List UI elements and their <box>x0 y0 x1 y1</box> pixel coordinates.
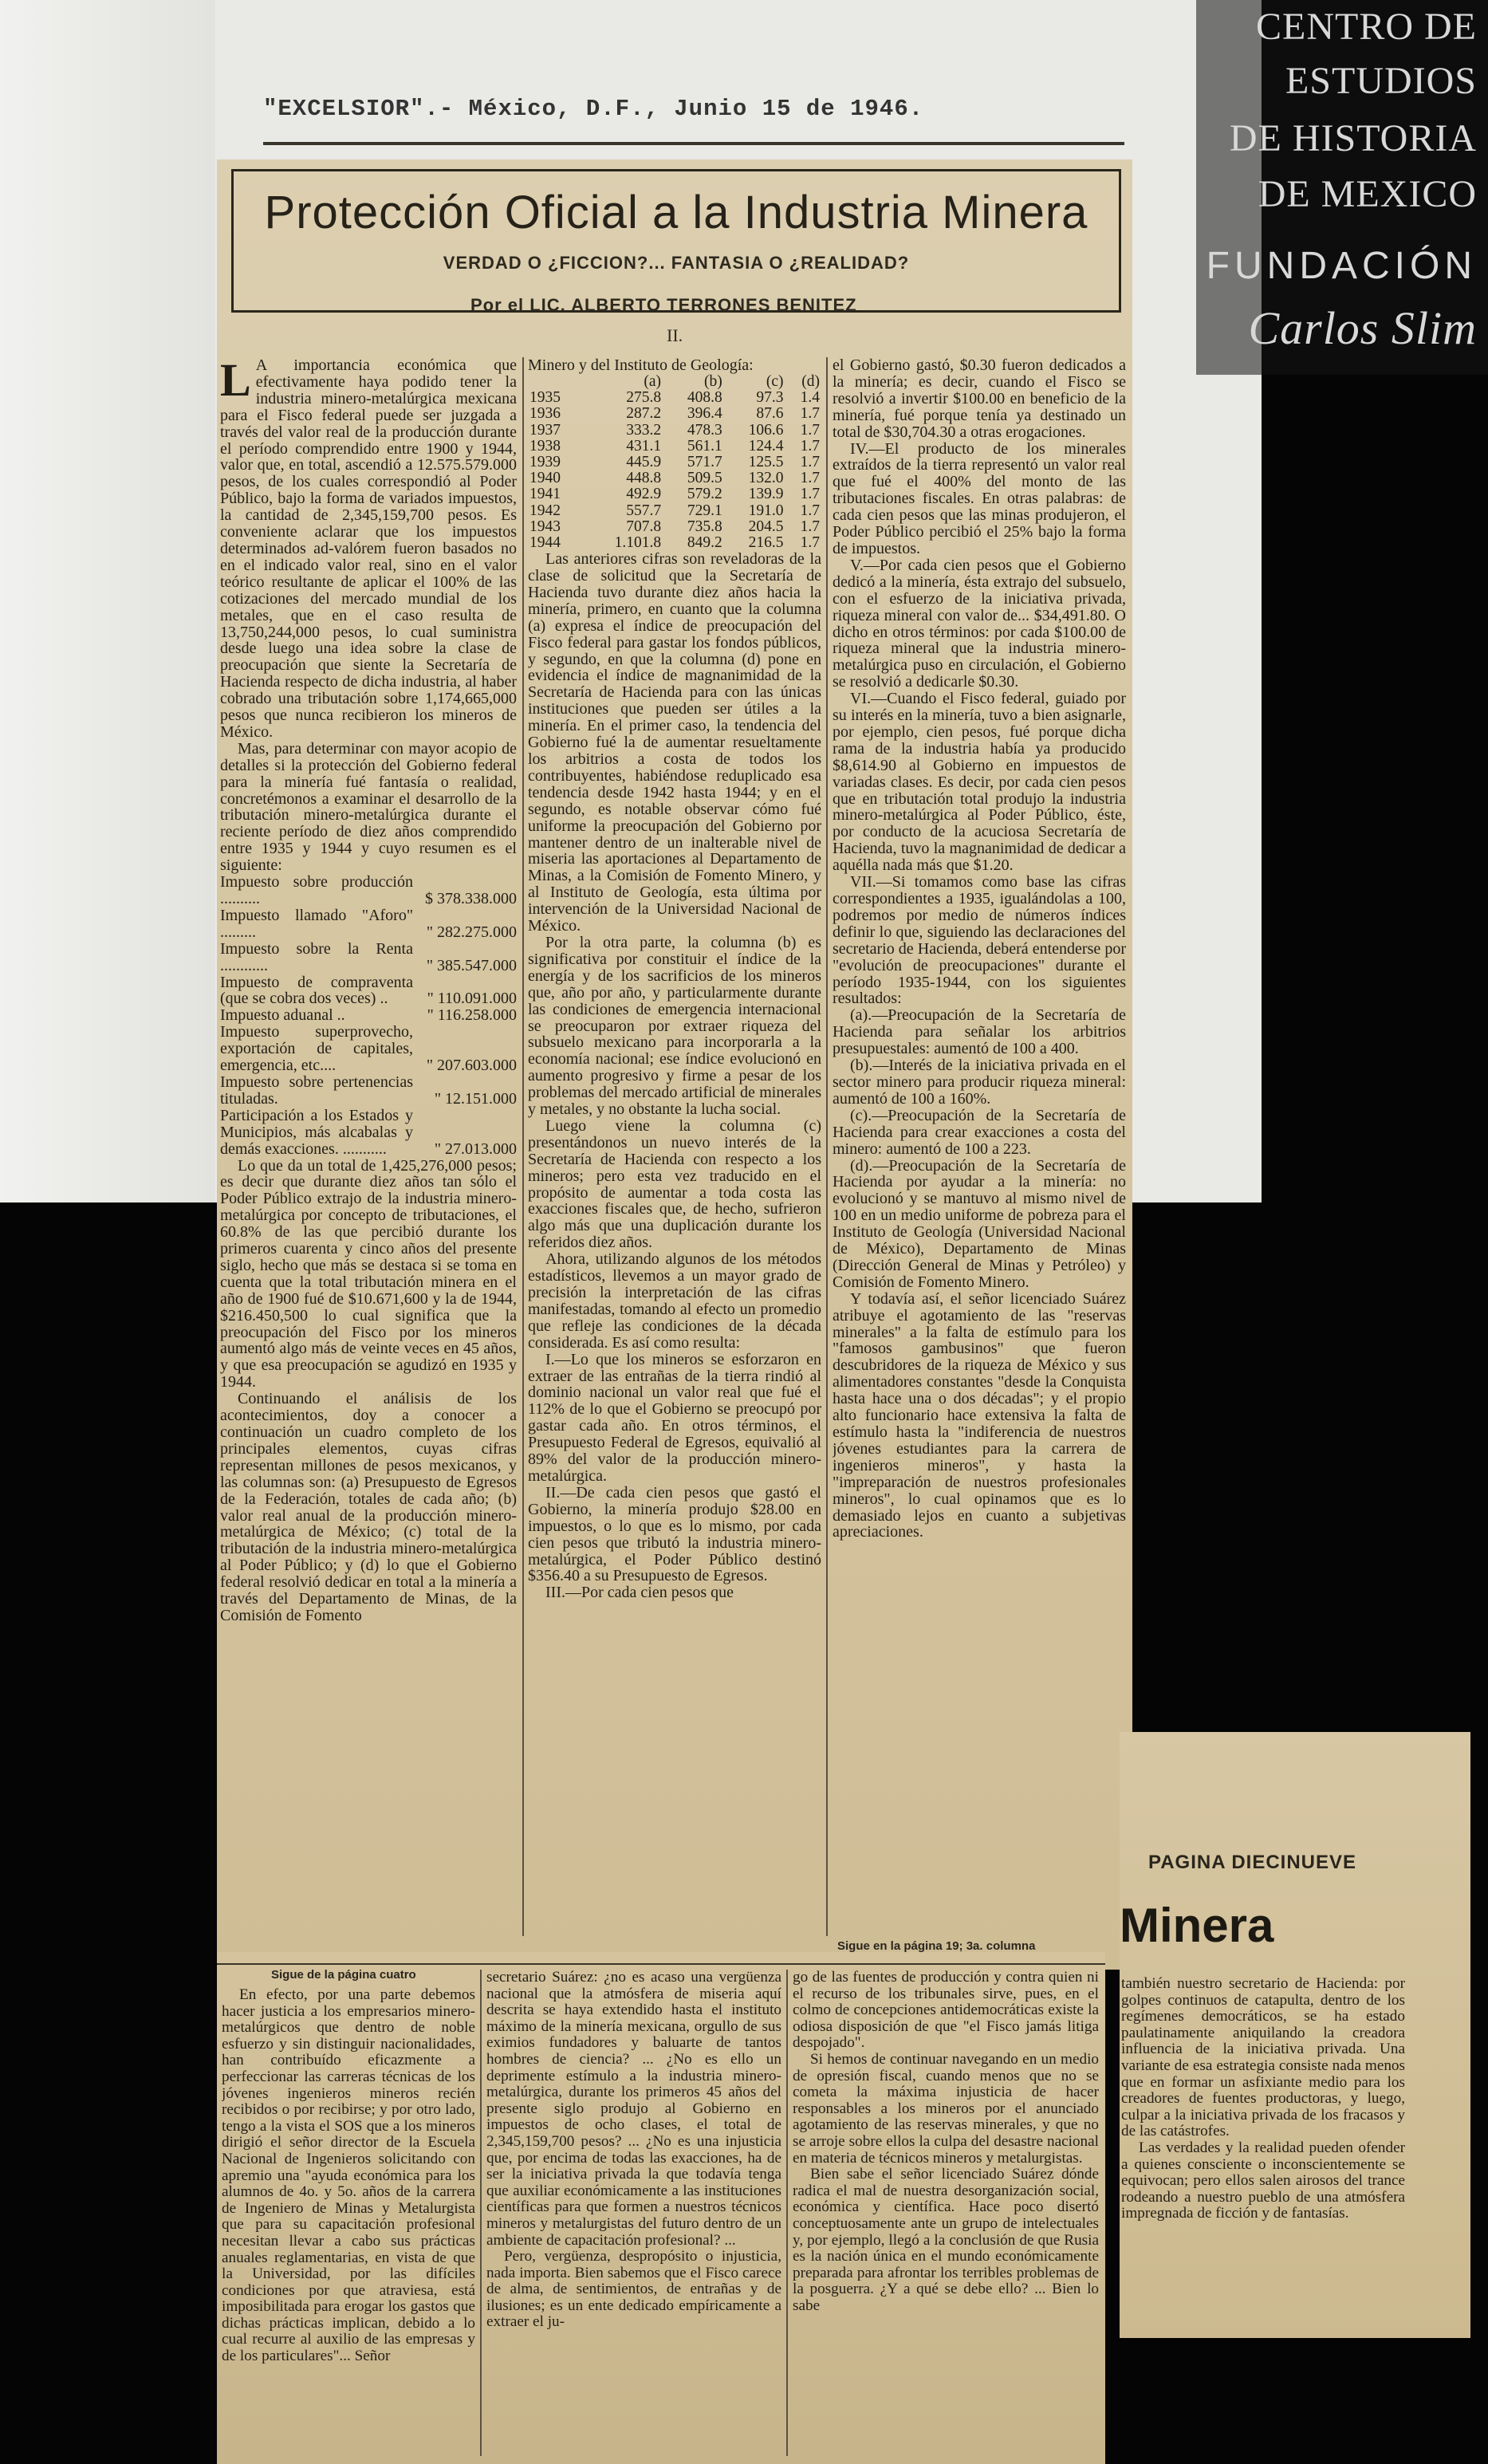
table-row: 1935 275.8 408.8 97.3 1.4 <box>529 389 820 407</box>
table-row: 1939 445.9 571.7 125.5 1.7 <box>529 453 820 470</box>
paragraph: II.—De cada cien pesos que gastó el Gobierno, la minería produjo $28.00 en impuestos, o lo que es lo mismo, por cada cien pesos que tributó la industria minero-metalúrgica, el Poder Público destinó $356.40 a su Presupuesto de Egresos. <box>528 1483 821 1585</box>
paragraph: V.—Por cada cien pesos que el Gobierno dedicó a la minería, ésta extrajo del subsuelo, con el esfuerzo de la iniciativa privada, riqueza mineral con valor de... $34,491.80. O dicho en otros términos: por cada $100.00 de riqueza mineral que la industria minero-metalúrgica puso en circulación, el Gobierno se resolvió a dedicarle $0.30. <box>833 556 1126 691</box>
headline: Protección Oficial a la Industria Minera <box>264 187 1088 238</box>
paragraph: (c).—Preocupación de la Secretaría de Hacienda para crear exacciones a costa del minero: aumentó de 100 a 223. <box>833 1106 1126 1158</box>
paragraph: Y todavía así, el señor licenciado Suárez atribuye el agotamiento de las "reservas minerales" a la falta de estímulo para los "famosos gambusinos" que fueron descubridores de la riqueza de México y sus alimentadores constantes "desde la Conquista hasta hace una o dos décadas"; y el propio alto funcionario hace extensiva la falta de estímulo hasta la "indiferencia de nuestros jóvenes estudiantes para la carrera de ingenieros mineros", y hasta la "impreparación de nuestros profesionales mineros", lo cual opinamos que es lo demasiado lejos en cuanto a subjetivas apreciaciones. <box>833 1289 1126 1541</box>
paragraph: también nuestro secretario de Hacienda: por golpes continuos de catapulta, dentro de los regímenes democráticos, se ha estado paulatinamente aniquilando la creadora influencia de la iniciativa privada. Una variante de esa estrategia consiste nada menos que en formar un asfixiante medio para los creadores de fuentes productoras, y luego, culpar a la iniciativa privada de los fracasos y de las catástrofes. <box>1121 1976 1405 2140</box>
paragraph: secretario Suárez: ¿no es acaso una vergüenza nacional que la atmósfera de miseria aquí descrita se haya extendido hasta el instituto máximo de la minería mexicana, orgullo de sus eximios fundadores y baluarte de tantos hombres de ciencia? ... ¿No es ello un deprimente estímulo a la industria minero-metalúrgica, durante los primeros 45 años del presente siglo produjo al Gobierno en impuestos de ocho clases, el total de 2,345,159,700 pesos? ... ¿No es una injusticia que, por encima de todas las exacciones, ha de ser la iniciativa privada la que todavía tenga que auxiliar económicamente a las instituciones científicas para que formen a nuestros técnicos mineros y metalurgistas del futuro dentro de un ambiente de capacitación profesional? ... <box>486 1970 781 2249</box>
watermark-line: DE HISTORIA <box>1229 117 1477 159</box>
continuation-column-right <box>1121 1976 1405 2327</box>
continuation-column-2 <box>486 1970 781 2462</box>
paragraph: VII.—Si tomamos como base las cifras correspondientes a 1935, igualándolas a 100, podremos por medio de números índices definir lo que, siguiendo las declaraciones del secretario de Hacienda, deberá entenderse por "evolución de preocupaciones" durante el período 1935-1944, con los siguientes resultados: <box>833 873 1126 1008</box>
continuation-headline: Minera <box>1120 1899 1274 1952</box>
table-header-row: (a) (b) (c) (d) <box>644 372 820 390</box>
column-rule <box>826 357 828 1936</box>
tax-summary-table <box>220 874 517 1157</box>
headline-box <box>231 169 1121 313</box>
article-column-1 <box>220 357 517 1944</box>
table-row: Participación a los Estados y Municipios, más alcabalas y demás exacciones. ........... " 27.013.000 <box>220 1106 517 1158</box>
paragraph: Mas, para determinar con mayor acopio de detalles si la protección del Gobierno federal para la minería fué fantasía o realidad, concretémonos a examinar el desarrollo de la tributación minero-metalúrgica durante el reciente período de diez años comprendido entre 1935 y 1944 y cuyo resumen es el siguiente: <box>220 739 517 875</box>
paragraph: I.—Lo que los mineros se esforzaron en extraer de las entrañas de la tierra rindió al dominio nacional un valor real que fué el 112% de lo que el Gobierno se preocupó por gastar cada año. En otros términos, el Presupuesto Federal de Egresos, equivalió al 89% del valor de la producción minero-metalúrgica. <box>528 1350 821 1485</box>
dateline-rule <box>263 142 1124 145</box>
table-row: Impuesto superprovecho, exportación de capitales, emergencia, etc.... " 207.603.000 <box>220 1023 517 1075</box>
table-row: 1938 431.1 561.1 124.4 1.7 <box>529 437 820 455</box>
watermark-line: ESTUDIOS <box>1285 60 1477 102</box>
paragraph: En efecto, por una parte debemos hacer justicia a los empresarios minero-metalúrgicos que dentro de noble esfuerzo y sin distinguir nacionalidades, han contribuído eficazmente a perfeccionar las carreras técnicas de los jóvenes ingenieros mineros recién recibidos o por recibirse; y por otro lado, tengo a la vista el SOS que a los mineros dirigió el señor director de la Escuela Nacional de Ingenieros solicitando con apremio una "ayuda económica para los alumnos de 4o. y 5o. años de la carrera de Ingeniero de Minas y Metalurgista que para su capacitación profesional necesitan llevar a cabo sus prácticas anuales reglamentarias, en vista de que la Universidad, por las difíciles condiciones por que atraviesa, está imposibilitada para erogar los gastos que dichas prácticas implican, debido a lo cual recurre al auxilio de las empresas y de los particulares"... Señor <box>222 1987 475 2365</box>
paragraph: Pero, vergüenza, despropósito o injusticia, nada importa. Bien sabemos que el Fisco carece de alma, de sentimientos, de entrañas y de ilusiones; es un ente dedicado empíricamente a extraer el ju- <box>486 2248 781 2331</box>
article-column-2 <box>528 357 821 1944</box>
paragraph: Continuando el análisis de los acontecimientos, doy a conocer a continuación un cuadro completo de los principales elementos, cuyas cifras representan millones de pesos mexicanos, y las columnas son: (a) Presupuesto de Egresos de la Federación, totales de cada año; (b) valor real anual de la producción minero-metalúrgica de México; (c) total de la tributación de la industria minero-metalúrgica al Poder Público; y (d) lo que el Gobierno federal resolvió dedicar en total a la minería a través del Departamento de Minas, de la Comisión de Fomento <box>220 1390 517 1624</box>
table-row: Impuesto llamado "Aforo" ......... " 282.275.000 <box>220 906 517 941</box>
statistics-table <box>528 374 821 551</box>
table-row: 1942 557.7 729.1 191.0 1.7 <box>529 502 820 519</box>
drop-cap: L <box>220 357 251 406</box>
part-number: II. <box>667 325 683 345</box>
subheadline: VERDAD O ¿FICCION?... FANTASIA O ¿REALIDAD? <box>443 253 910 273</box>
continuation-column-1 <box>222 1987 475 2462</box>
table-row: 1944 1.101.8 849.2 216.5 1.7 <box>529 533 820 551</box>
paragraph: IV.—El producto de los minerales extraídos de la tierra representó un valor real que fué el 400% del monto de las tributaciones fiscales. En otras palabras: de cada cien pesos que las minas produjeron, el Poder Público percibió el 25% bajo la forma de impuestos. <box>833 439 1126 557</box>
dateline: "EXCELSIOR".- México, D.F., Junio 15 de 1946. <box>263 96 924 122</box>
table-row: Impuesto aduanal .. " 116.258.000 <box>220 1006 517 1025</box>
paragraph: VI.—Cuando el Fisco federal, guiado por su interés en la minería, tuvo a bien asignarle, por ejemplo, cien pesos, fué porque dicha rama de la industria había ya producido $8,614.90 al Gobierno en impuestos de variadas clases. Es decir, por cada cien pesos que en tributación total produjo la industria minero-metalúrgica al Poder Público, éste, por conducto de la acuciosa Secretaría de Hacienda, tuvo la magnanimidad de dedicar a aquélla nada más que $1.20. <box>833 690 1126 875</box>
paragraph: go de las fuentes de producción y contra quien ni el recurso de los tribunales sirve, pues, en el colmo de concepciones antidemocráticas existe la odiosa disposición de que "el Fisco jamás litiga despojado". <box>793 1970 1099 2052</box>
page-label: PAGINA DIECINUEVE <box>1148 1852 1357 1873</box>
column-rule <box>522 357 524 1936</box>
column-rule <box>786 1970 788 2456</box>
watermark-signature: Carlos Slim <box>1248 302 1477 354</box>
paragraph: Minero y del Instituto de Geología: <box>528 357 754 374</box>
table-row: Impuesto sobre producción .......... $ 378.338.000 <box>220 873 517 907</box>
watermark-line: DE MEXICO <box>1258 173 1477 215</box>
archive-watermark <box>1196 0 1488 375</box>
watermark-line: CENTRO DE <box>1256 6 1477 48</box>
table-row: 1940 448.8 509.5 132.0 1.7 <box>529 470 820 487</box>
table-row: 1936 287.2 396.4 87.6 1.7 <box>529 405 820 423</box>
paragraph: (b).—Interés de la iniciativa privada en el sector minero para producir riqueza mineral: aumentó de 100 a 160%. <box>833 1057 1126 1108</box>
column-rule <box>480 1970 482 2456</box>
paragraph: (a).—Preocupación de la Secretaría de Hacienda para señalar los arbitrios presupuestales: aumentó de 100 a 400. <box>833 1006 1126 1058</box>
table-row: Impuesto sobre la Renta ............ " 385.547.000 <box>220 939 517 974</box>
paragraph: Ahora, utilizando algunos de los métodos estadísticos, llevemos a un mayor grado de precisión la interpretación de las cifras manifestadas, tomando al efecto un promedio que refleje las condiciones de la década considerada. Es así como resulta: <box>528 1250 821 1352</box>
mount-sheet-margin <box>0 0 215 1202</box>
article-column-3 <box>833 357 1126 1944</box>
paragraph: Las verdades y la realidad pueden ofender a quienes consciente o inconscientemente se equivocan; pero ellos salen airosos del trance rodeando a nuestro pueblo de una atmósfera impregnada de ficción y de fantasías. <box>1121 2139 1405 2222</box>
continued-from-label: Sigue de la página cuatro <box>271 1968 416 1982</box>
table-row: Impuesto sobre pertenencias tituladas. " 12.151.000 <box>220 1073 517 1108</box>
paragraph: L A importancia económica que efectivamente haya podido tener la industria minero-metalúrgica mexicana para el Fisco federal puede ser juzgada a través del valor real de la producción durante el período comprendido entre 1900 y 1944, valor que, en total, ascendió a 12.575.579.000 pesos, de los cuales correspondió al Poder Público, bajo la forma de variados impuestos, la cantidad de 2,345,159,700 pesos. Es conveniente aclarar que los impuestos determinados ad-valórem fueron basados no en el indicado valor real, sino en el valor teórico resultante de aplicar el 100% de las cotizaciones del mercado mundial de los metales, que en el caso resulta de 13,750,244,000 pesos, lo cual suministra desde luego una idea sobre la clase de preocupación que siente la Secretaría de Hacienda respecto de dicha industria, al haber cobrado una tributación sobre 1,174,665,000 pesos que nunca recibieron los mineros de México. <box>220 357 517 741</box>
paragraph: Si hemos de continuar navegando en un medio de opresión fiscal, cuando menos que no se cometa la máxima injusticia de hacer responsables a los mineros por el anunciado agotamiento de las reservas minerales, y que no se arroje sobre ellos la culpa del desastre nacional en materia de técnicos mineros y metalurgistas. <box>793 2050 1099 2167</box>
table-row: 1943 707.8 735.8 204.5 1.7 <box>529 518 820 535</box>
paragraph: el Gobierno gastó, $0.30 fueron dedicados a la minería; es decir, cuando el Fisco se resolvió a invertir $100.00 en beneficio de la minería, fué porque tenía ya destinado un total de $30,704.30 a otras erogaciones. <box>833 357 1126 441</box>
continuation-column-3 <box>793 1970 1099 2462</box>
table-row: 1937 333.2 478.3 106.6 1.7 <box>529 421 820 439</box>
paragraph: Por la otra parte, la columna (b) es significativa por constituir el índice de la energía y de los sacrificios de los mineros que, año por año, y particularmente durante las condiciones de emergencia internacional se preocuparon por extraer riqueza del subsuelo mexicano para incorporarla a la economía nacional; ese índice evolucionó en aumento progresivo y firme a pesar de los problemas del mercado artificial de minerales y metales, y no obstante la lucha social. <box>528 933 821 1119</box>
table-row: Impuesto de compraventa (que se cobra dos veces) .. " 110.091.000 <box>220 973 517 1008</box>
paragraph: III.—Por cada cien pesos que <box>545 1584 734 1602</box>
paragraph: Lo que da un total de 1,425,276,000 pesos; es decir que durante diez años tan sólo el Poder Público extrajo de la industria minero-metalúrgica por concepto de tributaciones, el 60.8% de las que percibió durante los primeros cuarenta y cinco años del presente siglo, hecho que más se destaca si se toma en cuenta que la total tributación minera en el año de 1900 fué de $10.671,600 y la de 1944, $216.450,500 lo cual significa que la preocupación del Fisco por los mineros aumentó algo más de veinte veces en 45 años, y que esa preocupación se agudizó en 1935 y 1944. <box>220 1156 517 1391</box>
paragraph: Bien sabe el señor licenciado Suárez dónde radica el mal de nuestra desorganización social, económica y científica. Hace poco disertó conceptuosamente ante un grupo de intelectuales y, por ejemplo, llegó a la conclusión de que Rusia es la nación única en el mundo económicamente preparada para afrontar los terribles problemas de la posguerra. ¿Y a qué se debe ello? ... Bien lo sabe <box>793 2166 1099 2314</box>
paragraph: (d).—Preocupación de la Secretaría de Hacienda por ayudar a la minería: no evolucionó y se mantuvo al mismo nivel de 100 en un medio uniforme de pobreza para el Instituto de Geología (Universidad Nacional de México), Departamento de Minas (Dirección General de Minas y Petróleo) y Comisión de Fomento Minero. <box>833 1156 1126 1291</box>
paragraph: Luego viene la columna (c) presentándonos un nuevo interés de la Secretaría de Hacienda con respecto a los mineros; pero esta vez traducido en el propósito de aumentar a toda costa las exacciones fiscales que, de hecho, sufrieron algo más que una duplicación durante los referidos diez años. <box>528 1116 821 1252</box>
section-rule <box>217 1963 1105 1965</box>
byline: Por el LIC. ALBERTO TERRONES BENITEZ <box>470 295 857 315</box>
watermark-line: FUNDACIÓN <box>1206 245 1477 287</box>
table-row: 1941 492.9 579.2 139.9 1.7 <box>529 486 820 503</box>
paragraph: Las anteriores cifras son reveladoras de la clase de solicitud que la Secretaría de Hacienda tuvo durante diez años hacia la minería, primero, en cuanto que la columna (a) expresa el índice de preocupación del Fisco federal para gastar los fondos públicos, y segundo, en que la columna (d) pone en evidencia el índice de magnanimidad de la Secretaría de Hacienda para con las únicas instituciones que pueden ser útiles a la minería. En el primer caso, la tendencia del Gobierno fué la de aumentar resueltamente los arbitrios a costa de todos los contribuyentes, habiéndose reduplicado esa tendencia desde 1942 hasta 1944; y en el segundo, es notable observar cómo fué uniforme la preocupación del Gobierno por mantener dentro de un inalterable nivel de miseria las aportaciones al Departamento de Minas, a la Comisión de Fomento Minero, y al Instituto de Geología, esta última por intervención de la Universidad Nacional de México. <box>528 550 821 935</box>
continued-on-label: Sigue en la página 19; 3a. columna <box>837 1939 1036 1953</box>
